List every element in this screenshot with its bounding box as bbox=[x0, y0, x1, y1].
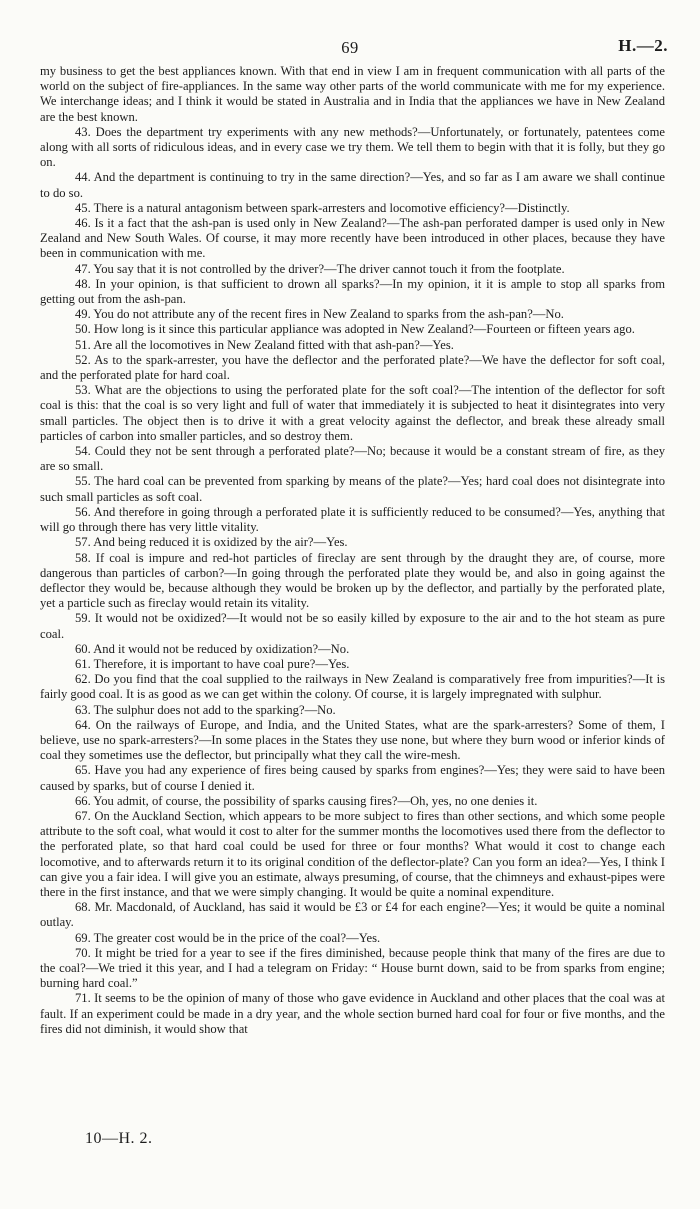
paragraph-q51: 51. Are all the locomotives in New Zealand fitted with that ash-pan?—Yes. bbox=[75, 337, 454, 352]
paragraph-q58: 58. If coal is impure and red-hot particles of fireclay are sent through by the draught they are, of course, more dangerous than particles of carbon?—In going through the perforated plate they would be, and also in going against the deflector they would be, because although they would be broken up by the deflector, and partially by the perforated plate, yet a particle such as fireclay would retain its vitality. bbox=[40, 550, 665, 611]
paragraph-q54: 54. Could they not be sent through a perforated plate?—No; because it would be a constant stream of fire, as they are so small. bbox=[40, 444, 665, 474]
paragraph-q44: 44. And the department is continuing to try in the same direction?—Yes, and so far as I am aware we shall continue to do so. bbox=[40, 170, 665, 200]
paragraph-q63: 63. The sulphur does not add to the sparking?—No. bbox=[75, 702, 336, 717]
paragraph-q69: 69. The greater cost would be in the price of the coal?—Yes. bbox=[75, 930, 381, 945]
paragraph-q65: 65. Have you had any experience of fires being caused by sparks from engines?—Yes; they were said to have been caused by sparks, but of course I denied it. bbox=[40, 763, 665, 793]
paragraph-q62: 62. Do you find that the coal supplied to the railways in New Zealand is comparatively free from impurities?—It is fairly good coal. It is as good as we can get within the colony. Of course, it is largely impregnated with sulphur. bbox=[40, 672, 665, 702]
paragraph-q53: 53. What are the objections to using the perforated plate for the soft coal?—The intention of the deflector for soft coal is this: that the coal is so very light and full of water that immediately it is subjected to heat it disintegrates into very small particles. The object then is to drive it with a great velocity against the deflector, and break these already small particles of carbon into smaller particles, and so destroy them. bbox=[40, 383, 665, 443]
paragraph-q43: 43. Does the department try experiments with any new methods?—Unfortunately, or fortunately, patentees come along with all sorts of ridiculous ideas, and in every case we try them. We tell them to begin with that it is folly, but they go on. bbox=[40, 124, 665, 170]
paragraph-q59: 59. It would not be oxidized?—It would not be so easily killed by exposure to the air and to the hot steam as pure coal. bbox=[40, 611, 665, 641]
page-body bbox=[40, 64, 665, 1037]
paragraph-q50: 50. How long is it since this particular appliance was adopted in New Zealand?—Fourteen or fifteen years ago. bbox=[75, 322, 635, 337]
paragraph-continuation: my business to get the best appliances known. With that end in view I am in frequent communication with all parts of the world on the subject of fire-appliances. In the same way other parts of the world communicate with me for my experience. We interchange ideas; and I think it would be stated in Australia and in India that the appliances we have in New Zealand are the best known. bbox=[40, 64, 665, 124]
paragraph-q48: 48. In your opinion, is that sufficient to drown all sparks?—In my opinion, it it is ample to stop all sparks from getting out from the ash-pan. bbox=[40, 276, 665, 307]
paragraph-q61: 61. Therefore, it is important to have coal pure?—Yes. bbox=[75, 656, 350, 671]
page-signature-mark: 10—H. 2. bbox=[85, 1130, 153, 1147]
paragraph-q46: 46. Is it a fact that the ash-pan is used only in New Zealand?—The ash-pan perforated damper is used only in New Zealand and New South Wales. Of course, it may more recently have been introduced in other places, because they have been in communication with me. bbox=[40, 216, 665, 261]
paragraph-q71: 71. It seems to be the opinion of many of those who gave evidence in Auckland and other places that the coal was at fault. If an experiment could be made in a dry year, and the whole section burned hard coal for four or five months, and the fires did not diminish, it would show that bbox=[40, 991, 665, 1036]
document-reference: H.—2. bbox=[618, 36, 668, 55]
paragraph-q49: 49. You do not attribute any of the recent fires in New Zealand to sparks from the ash-pan?—No. bbox=[75, 307, 564, 322]
paragraph-q47: 47. You say that it is not controlled by the driver?—The driver cannot touch it from the footplate. bbox=[75, 261, 565, 276]
paragraph-q64: 64. On the railways of Europe, and India, and the United States, what are the spark-arresters? Some of them, I believe, use no spark-arresters?—In some places in the States they use none, but where they burn wood or inferior kinds of coal they sometimes use the deflector, but principally what they call the wire-mesh. bbox=[40, 717, 665, 763]
paragraph-q66: 66. You admit, of course, the possibility of sparks causing fires?—Oh, yes, no one denies it. bbox=[75, 793, 538, 808]
paragraph-q52: 52. As to the spark-arrester, you have the deflector and the perforated plate?—We have the deflector for soft coal, and the perforated plate for hard coal. bbox=[40, 352, 665, 383]
paragraph-q68: 68. Mr. Macdonald, of Auckland, has said it would be £3 or £4 for each engine?—Yes; it would be quite a nominal outlay. bbox=[40, 900, 665, 930]
paragraph-q55: 55. The hard coal can be prevented from sparking by means of the plate?—Yes; hard coal does not disintegrate into such small particles as soft coal. bbox=[40, 474, 665, 504]
paragraph-q60: 60. And it would not be reduced by oxidization?—No. bbox=[75, 641, 350, 656]
paragraph-q67: 67. On the Auckland Section, which appears to be more subject to fires than other sections, and which some people attribute to the soft coal, what would it cost to alter for the summer months the locomotives used there from the deflector to the perforated plate, so that hard coal could be used for three or four months? What would it cost to change each locomotive, and to afterwards return it to its original condition of the deflector-plate? Can you form an idea?—Yes, I think I can give you a fair idea. I will give you an estimate, always presuming, of course, that the chimneys and exhaust-pipes were there in the first instance, and that we were simply changing. It would be quite a nominal expenditure. bbox=[40, 808, 665, 899]
paragraph-q57: 57. And being reduced it is oxidized by the air?—Yes. bbox=[75, 535, 348, 550]
paragraph-q70: 70. It might be tried for a year to see if the fires diminished, because people think that many of the fires are due to the coal?—We tried it this year, and I had a telegram on Friday: “ House burnt down, said to be from sparks from engine; burning hard coal.” bbox=[40, 945, 665, 991]
page-number: 69 bbox=[341, 38, 359, 57]
paragraph-q45: 45. There is a natural antagonism between spark-arresters and locomotive efficiency?—Distinctly. bbox=[75, 200, 570, 215]
paragraph-q56: 56. And therefore in going through a perforated plate it is sufficiently reduced to be consumed?—Yes, anything that will go through there has very little vitality. bbox=[40, 504, 665, 535]
page-header bbox=[0, 0, 700, 60]
